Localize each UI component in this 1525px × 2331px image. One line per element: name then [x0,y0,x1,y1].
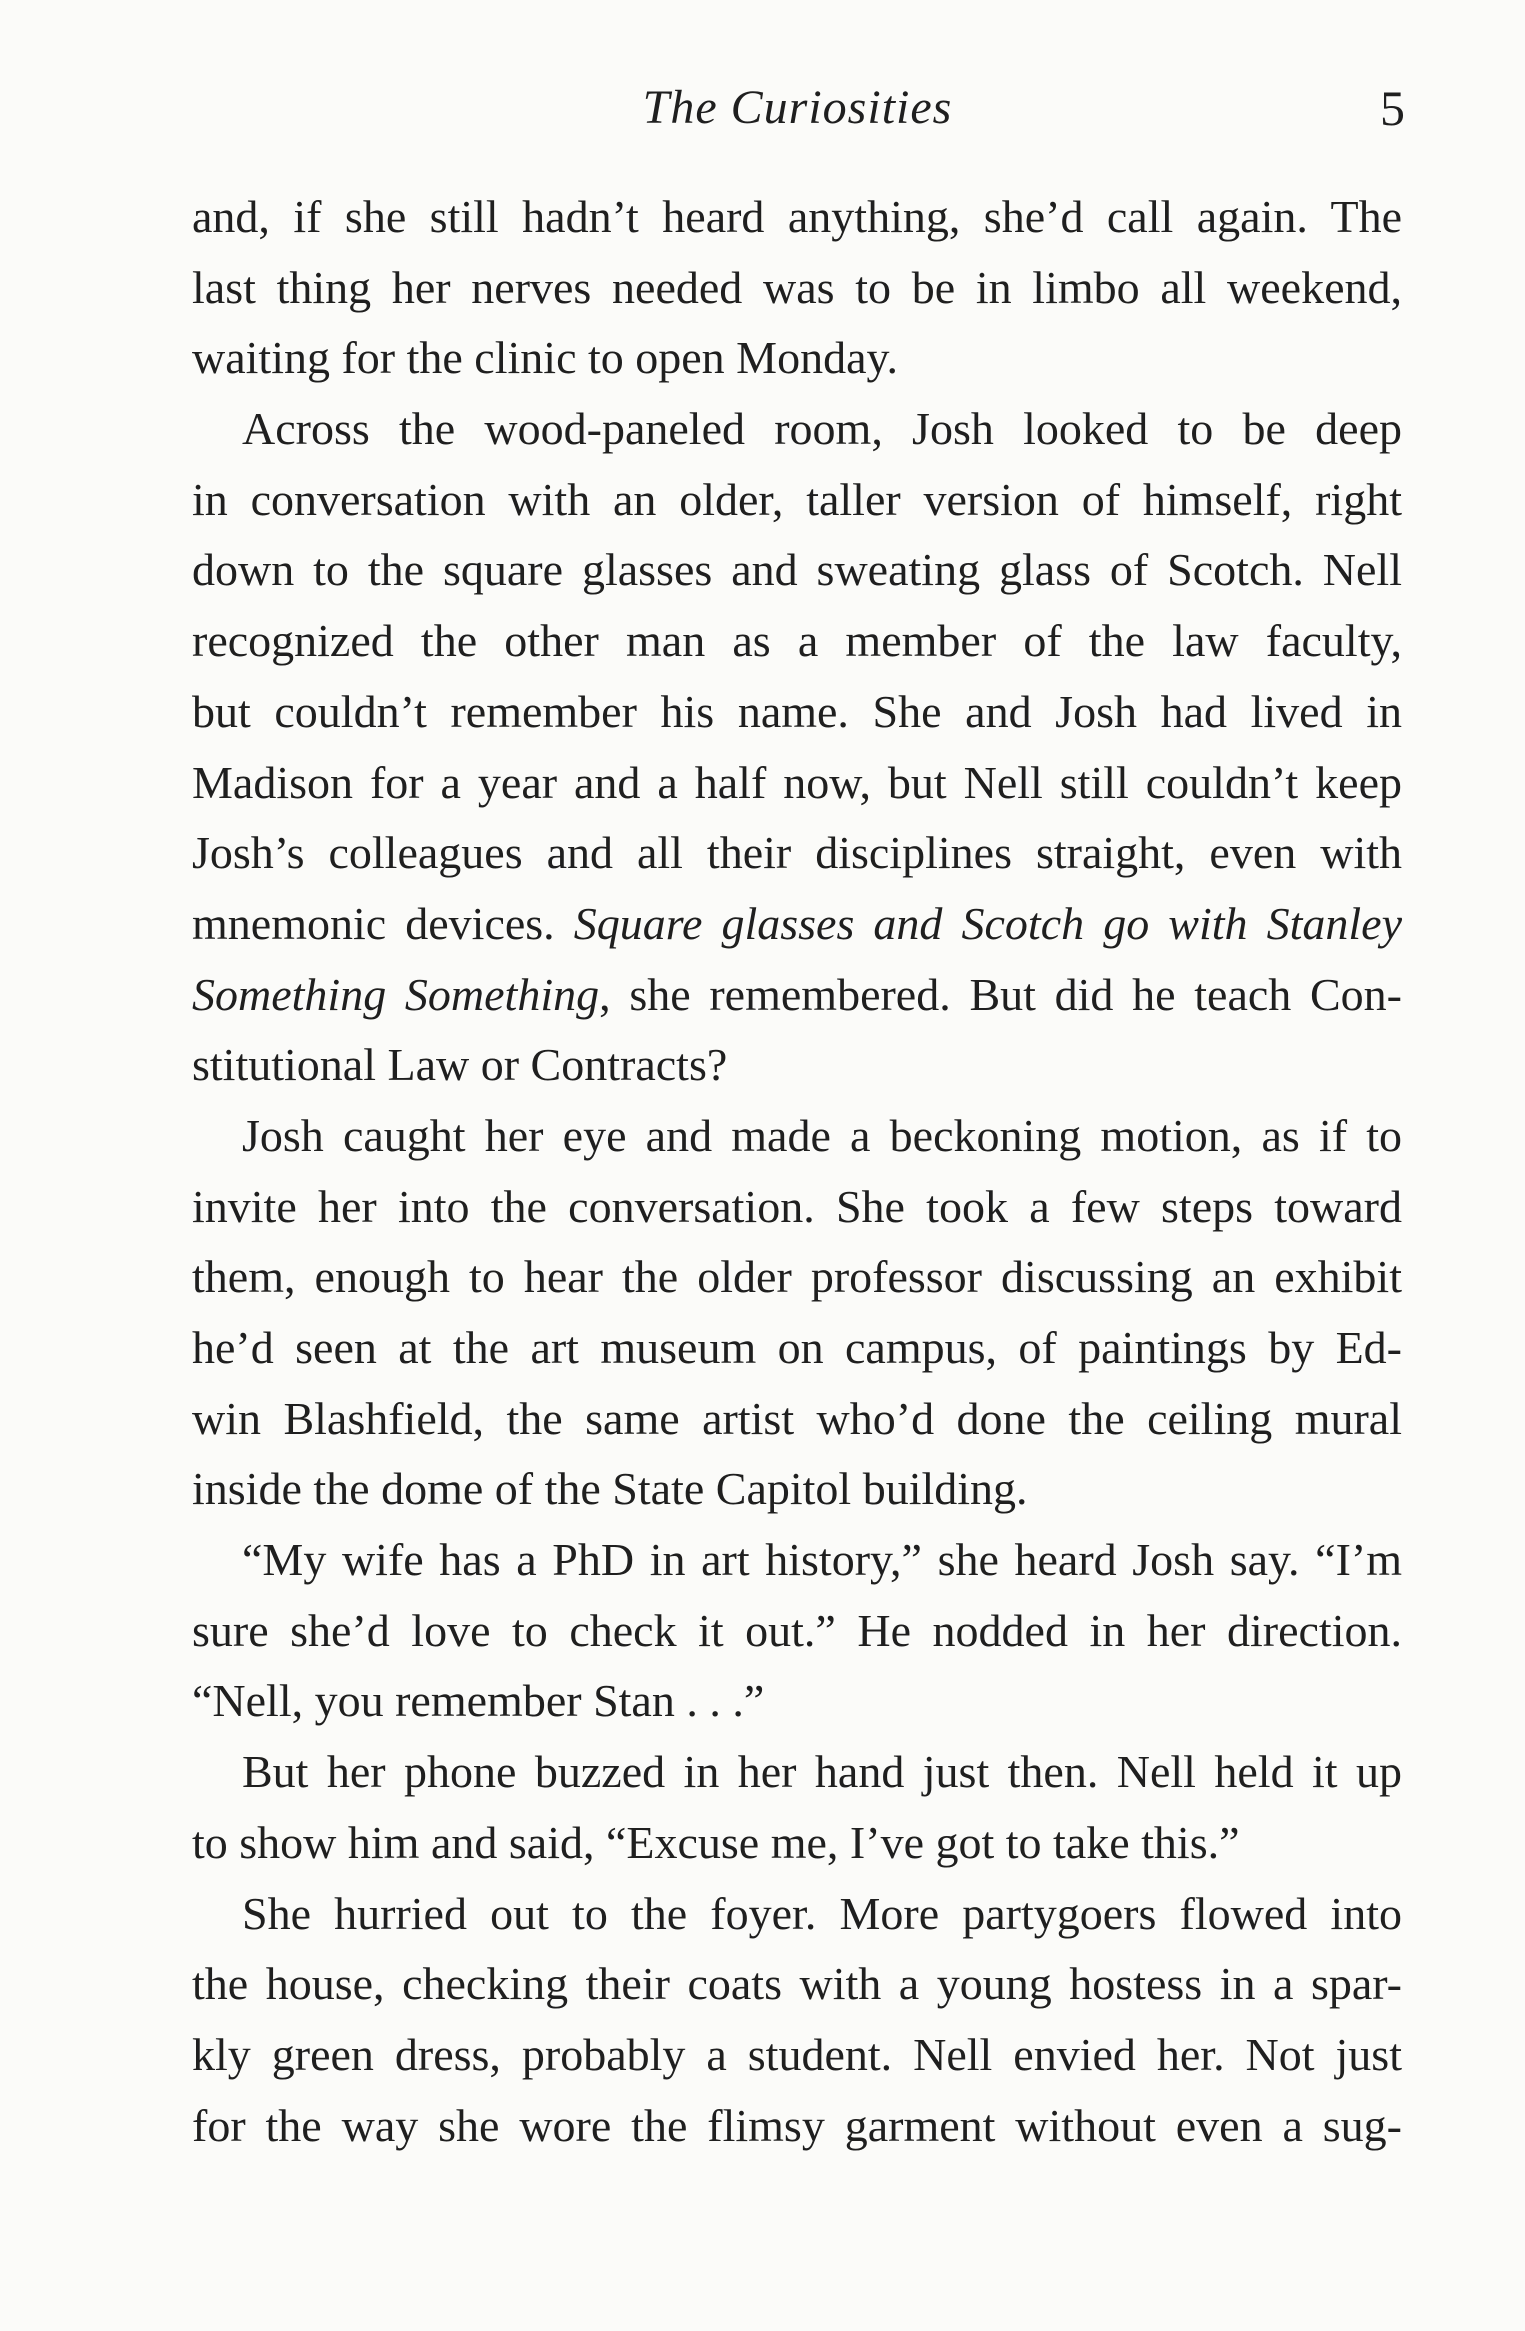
text-segment: last thing her nerves needed was to be in limbo all weekend, [192,261,1402,313]
text-segment: She hurried out to the foyer. More partygoers flowed into [242,1887,1402,1939]
text-segment: waiting for the clinic to open Monday. [192,332,899,384]
text-line [192,1101,1402,1172]
text-line [192,1030,1402,1101]
text-segment: recognized the other man as a member of the law faculty, [192,615,1402,667]
text-line [192,889,1402,960]
italic-text: Something Something [192,968,600,1020]
text-segment: in conversation with an older, taller version of himself, right [192,473,1402,525]
text-line [192,394,1402,465]
text-segment: sure she’d love to check it out.” He nodded in her direction. [192,1604,1402,1656]
text-segment: , she remembered. But did he teach Con- [599,968,1402,1020]
text-segment: “Nell, you remember Stan . . .” [192,1675,765,1727]
text-line [192,1737,1402,1808]
text-line [192,253,1402,324]
text-line [192,1525,1402,1596]
text-segment: Josh’s colleagues and all their disciplines straight, even with [192,827,1402,879]
text-line [192,748,1402,819]
running-title: The Curiosities [642,81,953,134]
text-segment: but couldn’t remember his name. She and Josh had lived in [192,685,1402,737]
text-line [192,465,1402,536]
text-line [192,606,1402,677]
text-line [192,2091,1402,2162]
text-segment: Josh caught her eye and made a beckoning motion, as if to [242,1109,1402,1161]
text-segment: to show him and said, “Excuse me, I’ve got to take this.” [192,1816,1240,1868]
text-segment: But her phone buzzed in her hand just then. Nell held it up [242,1746,1402,1798]
text-segment: them, enough to hear the older professor discussing an exhibit [192,1251,1402,1303]
text-line [192,960,1402,1031]
text-segment: for the way she wore the flimsy garment without even a sug- [192,2099,1402,2151]
page-number: 5 [1380,80,1405,136]
text-line [192,182,1402,253]
text-line [192,323,1402,394]
text-line [192,818,1402,889]
italic-text: Square glasses and Scotch go with Stanley [573,897,1402,949]
text-line [192,1879,1402,1950]
text-segment: inside the dome of the State Capitol building. [192,1463,1028,1515]
text-line [192,1313,1402,1384]
text-segment: Madison for a year and a half now, but Nell still couldn’t keep [192,756,1402,808]
text-line [192,1172,1402,1243]
body-text [192,182,1402,2161]
text-segment: “My wife has a PhD in art history,” she heard Josh say. “I’m [242,1534,1402,1586]
text-line [192,2020,1402,2091]
text-segment: down to the square glasses and sweating glass of Scotch. Nell [192,544,1402,596]
text-segment: stitutional Law or Contracts? [192,1039,728,1091]
text-line [192,677,1402,748]
text-line [192,1454,1402,1525]
text-segment: mnemonic devices. [192,897,574,949]
text-segment: kly green dress, probably a student. Nell envied her. Not just [192,2028,1402,2080]
text-line [192,1384,1402,1455]
text-line [192,1949,1402,2020]
text-line [192,1242,1402,1313]
text-line [192,1808,1402,1879]
text-segment: win Blashfield, the same artist who’d done the ceiling mural [192,1392,1402,1444]
text-line [192,1596,1402,1667]
text-segment: and, if she still hadn’t heard anything, she’d call again. The [192,191,1402,242]
text-segment: Across the wood-paneled room, Josh looked to be deep [242,403,1402,455]
text-segment: the house, checking their coats with a young hostess in a spar- [192,1958,1402,2010]
text-segment: invite her into the conversation. She took a few steps toward [192,1180,1402,1232]
text-line [192,1666,1402,1737]
text-line [192,535,1402,606]
text-segment: he’d seen at the art museum on campus, of paintings by Ed- [192,1322,1402,1373]
page-header [190,68,1405,148]
